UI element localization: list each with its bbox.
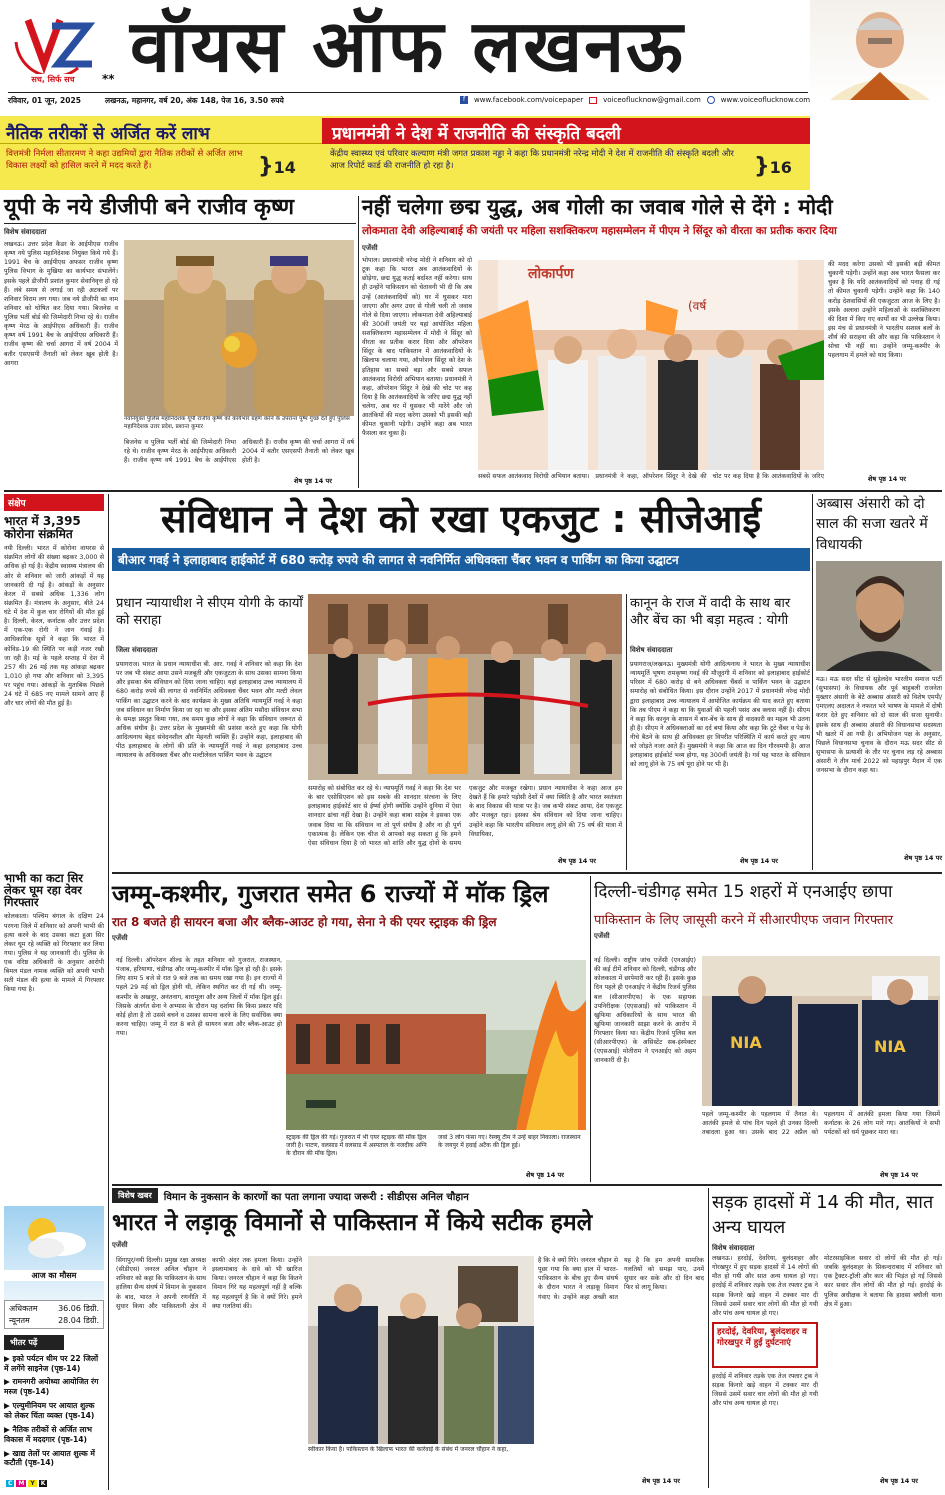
weather-readings: [4, 1300, 104, 1328]
iaf-tag: विशेष खबर: [112, 1188, 158, 1203]
modi-more[interactable]: शेष पृष्ठ 14 पर: [868, 475, 906, 483]
dgp-body-2: बिजनेस व पुलिस भर्ती बोर्ड की जिम्मेदारी निभा रहे थे। राजीव कृष्ण मेरठ के आईपीएस अधिकारी हैं। राजीव कृष्ण वर्ष 1991 बैच के आईपीएस अधिकारी हैं। राजीव कृष्ण की चर्चा आगरा में वर्ष 2004 में बतौर एसएसपी तैनाती को लेकर खूब होती है।: [124, 439, 354, 465]
cji-right-more[interactable]: शेष पृष्ठ 14 पर: [740, 857, 778, 865]
dgp-body: लखनऊ। उत्तर प्रदेश कैडर के आईपीएस राजीव कृष्ण नये पुलिस महानिदेशक नियुक्त किये गये हैं। 1991 बैच के आईपीएस अफसर राजीव कृष्ण पुलिस विभाग के मुखिया का कार्यभार संभालेंगे। इसके पहले डीजीपी प्रशांत कुमार सेवानिवृत्त हो रहे हैं। लंबे समय से लगाई जा रही अटकलों पर शनिवार विराम लग गया। जब नये डीजीपी का नाम शनिवार को घोषित कर दिया गया। बिजनेस व पुलिस भर्ती बोर्ड की जिम्मेदारी निभा रहे थे। राजीव कृष्ण मेरठ के आईपीएस अधिकारी हैं। राजीव कृष्ण वर्ष 1991 बैच के आईपीएस अधिकारी हैं। राजीव कृष्ण की चर्चा आगरा में वर्ष 2004 में बतौर एसएसपी तैनाती को लेकर खूब होती है। आगरा: [4, 241, 118, 367]
cji-photo: [308, 594, 622, 780]
modi-byline: एजेंसी: [362, 244, 378, 253]
modi-body-bottom: सबसे सफल आतंकवाद विरोधी अभियान बताया। प्रधानमंत्री ने कहा, ऑपरेशन सिंदूर ने देखे की चोट पर कह दिया है कि आतंकवादियों के जरिए: [478, 473, 824, 480]
cji-right-byline: विशेष संवाददाता: [630, 646, 673, 654]
nia-more[interactable]: शेष पृष्ठ 14 पर: [880, 1171, 918, 1179]
iaf-headline: भारत ने लड़ाकू विमानों से पाकिस्तान में किये सटीक हमले: [112, 1210, 593, 1236]
cmyk-c: C: [8, 1480, 13, 1487]
website-link[interactable]: www.voiceoflucknow.com: [720, 96, 811, 104]
politician-photo: [810, 0, 945, 100]
mockdrill-caption: स्ट्राइक की ड्रिल की गई। गुजरात में भी एयर स्ट्राइक की मॉक ड्रिल जारी है। पाटण, वलसाड में वलसाड में अस्पताल के नजदीक अग्नि के दौरान की मॉक ड्रिल।: [286, 1134, 427, 1158]
facebook-link[interactable]: www.facebook.com/voicepaper: [474, 96, 584, 104]
accident-story: [712, 1188, 942, 1488]
dgp-caption: नवनियुक्त पुलिस महानिदेशक यूपी राजीव कृष्ण को कार्यभार ग्रहण करने के उपरान्त पुष्प गुच्छ देते हुए पुलिस महानिदेशक उत्तर प्रदेश, प्रशान्त कुमार: [124, 416, 350, 430]
accident-body-2: हरदोई में शनिवार तड़के एक तेज रफ्तार ट्रक ने सड़क किनारे खड़े वाहन में टक्कर मार दी जिससे उसमें सवार चार लोगों की मौत हो गयी और पांच अन्य घायल हो गए।: [712, 1373, 818, 1408]
svg-text:लोकार्पण: लोकार्पण: [528, 266, 574, 282]
nia-photo: [702, 956, 940, 1106]
nia-story: [594, 876, 942, 1182]
abbas-photo: [816, 561, 942, 671]
teaser-left[interactable]: [0, 116, 322, 190]
mockdrill-story: [112, 876, 588, 1182]
teaser-left-text: वित्तमंत्री निर्मला सीतारमण ने कहा उद्यमियों द्वारा नैतिक तरीकों से अर्जित लाभ विकास लक्ष्यों को हासिल करने में मदद करते हैं।: [6, 149, 243, 172]
nia-vest-text: NIA: [730, 1033, 762, 1052]
inside-item[interactable]: ▶ इको पर्यटन थीम पर 22 जिलों में लगेंगे साइनेज (पृष्ठ-14): [4, 1353, 99, 1373]
abbas-story: [816, 494, 942, 870]
accident-body: लखनऊ। हरदोई, देवरिया, बुलंदशहर और गोरखपुर में हुए सड़क हादसों में 14 लोगों की मौत हो गयी और सात अन्य घायल हो गए। हरदोई में शनिवार तड़के एक तेज रफ्तार ट्रक ने सड़क किनारे खड़े वाहन में टक्कर मार दी जिससे उसमें सवार चार लोगों की मौत हो गयी और पांच अन्य घायल हो गए।: [712, 1255, 818, 1317]
teaser-left-headline: नैतिक तरीकों से अर्जित करें लाभ: [6, 124, 210, 144]
weather-min-label: न्यूनतम: [9, 1315, 30, 1325]
email-icon: [589, 97, 597, 104]
cmyk-strip: [6, 1480, 47, 1487]
facebook-icon: f: [460, 96, 468, 104]
nia-vest-text-2: NIA: [874, 1037, 906, 1056]
inside-item[interactable]: ▶ नैतिक तरीकों से अर्जित लाभ विकास में मददगार (पृष्ठ-14): [4, 1424, 92, 1444]
nia-subhead: पाकिस्तान के लिए जासूसी करने में सीआरपीएफ जवान गिरफ्तार: [594, 912, 894, 928]
modi-story: [362, 196, 942, 488]
globe-icon: [707, 96, 715, 104]
dgp-byline: विशेष संवाददाता: [4, 228, 47, 237]
iaf-story: [112, 1188, 706, 1488]
cji-subhead: बीआर गवई ने इलाहाबाद हाईकोर्ट में 680 करोड़ रुपये की लागत से नवनिर्मित अधिवक्ता चैंबर भवन व पार्किंग का किया उद्घाटन: [112, 548, 810, 571]
mockdrill-subhead: रात 8 बजते ही सायरन बजा और ब्लैक-आउट हो गया, सेना ने की एयर स्ट्राइक की ड्रिल: [112, 915, 497, 930]
logo: [8, 12, 98, 84]
accident-byline: विशेष संवाददाता: [712, 1244, 755, 1253]
modi-subhead: लोकमाता देवी अहिल्याबाई की जयंती पर महिला सशक्तिकरण महासम्मेलन में पीएम ने सिंदूर को वीरता का प्रतीक करार दिया: [362, 225, 837, 238]
cji-mid-body: समारोह को संबोधित कर रहे थे। न्यायमूर्ति गवई ने कहा कि देश भर के बार एसोसिएशन को इस सबके की शानदार संरचना के लिए इलाहाबाद हाईकोर्ट बार से ईर्ष्या होगी क्योंकि उन्होंने दुनिया में ऐसा शानदार ढांचा नहीं देखा है। उन्होंने कहा बाबा साहेब ने इसका एक जवाब दिया था कि संविधान ना तो पूर्ण संघीय है और ना ही पूर्ण एकात्मक है। लेकिन एक चीज से आपको कह सकता हूं कि हमने ऐसा संविधान दिया है जो भारत को शांति और युद्ध दोनों के समय एकजुट और मजबूत रखेगा। प्रधान न्यायाधीश ने कहा आज हम देखते हैं कि हमारे पड़ोसी देशों में क्या स्थिति है और भारत स्वतंत्रता के बाद विकास की यात्रा पर है। जब कभी संकट आया, देश एकजुट और मजबूत रहा। इसका श्रेय संविधान को दिया जाना चाहिए। उन्होंने कहा कि भारतीय संविधान लागू होने की 75 वर्ष की यात्रा में विधायिका,: [308, 785, 622, 847]
mockdrill-body: नई दिल्ली। ऑपरेशन शील्ड के तहत शनिवार को गुजरात, राजस्थान, पंजाब, हरियाणा, चंडीगढ़ और जम्मू-कश्मीर में मॉक ड्रिल हो रही है। इसके लिए शाम 5 बजे से रात 9 बजे तक का समय रखा गया है। इन राज्यों में पहले 29 मई को ड्रिल होनी थी, लेकिन स्थगित कर दी गई थी। जम्मू-कश्मीर के अखनूर, अनंतनाग, बारामूला और अन्य जिलों में मॉक ड्रिल हुई। जिसके अंतर्गत सेना ने अभ्यास के दौरान यह दर्शाया कि किस प्रकार यदि कोई होता है तो उससे बचने व उसका सामना करने के लिए सर्वाधिक क्या करना चाहिए। जम्मू में रात 8 बजे ही सायरन बजा और ब्लैक-आउट हो गया।: [116, 957, 282, 1037]
modi-headline: नहीं चलेगा छद्म युद्ध, अब गोली का जवाब गोले से देंगे : मोदी: [362, 195, 833, 219]
mockdrill-headline: जम्मू-कश्मीर, गुजरात समेत 6 राज्यों में मॉक ड्रिल: [112, 880, 549, 908]
teaser-right-text: केंद्रीय स्वास्थ्य एवं परिवार कल्याण मंत्री जगत प्रकाश नड्डा ने कहा कि प्रधानमंत्री नरेन्द्र मोदी ने देश में राजनीति की संस्कृति बदली और आज रिपोर्ट कार्ड की राजनीति हो रहा है।: [330, 149, 734, 172]
mockdrill-caption-2: जवां 3 लोग फंसा गए। रेस्क्यू टीम ने उन्हें बाहर निकाला। राजस्थान के जयपुर में हवाई अटैक की ड्रिल हुई।: [438, 1134, 581, 1150]
cji-mid-more[interactable]: शेष पृष्ठ 14 पर: [558, 857, 596, 865]
weather-max-value: 36.06 डिग्री.: [58, 1304, 99, 1314]
logo-mark-icon: [8, 12, 98, 74]
teaser-left-page: }14: [258, 154, 296, 179]
cji-left-byline: जिला संवाददाता: [116, 646, 158, 654]
teaser-right[interactable]: [322, 116, 810, 190]
cji-right-headline: कानून के राज में वादी के साथ बार और बेंच का भी बड़ा महत्व : योगी: [630, 596, 791, 628]
teaser-right-page: }16: [754, 154, 792, 179]
cmyk-m: M: [18, 1480, 25, 1487]
nia-body: नई दिल्ली। राष्ट्रीय जांच एजेंसी (एनआईए) की कई टीमें शनिवार को दिल्ली, चंडीगढ़ और कोलकाता में छापेमारी कर रही हैं। इसके कुछ दिन पहले ही एनआईए ने केंद्रीय रिजर्व पुलिस बल (सीआरपीएफ) के एक सहायक उपनिरीक्षक (एएसआई) को पाकिस्तान में खुफिया अधिकारियों के साथ भारत की खुफिया जानकारी साझा करने के आरोप में गिरफ्तार किया था। केंद्रीय रिजर्व पुलिस बल (सीआरपीएफ) के असिस्टेंट सब-इंस्पेक्टर (एएसआई) मोतीराम ने एनआईए को अहम जानकारी दी है।: [594, 957, 696, 1065]
masthead: [0, 0, 945, 116]
modi-body-right: की मदद करेगा उसको भी इसकी बड़ी कीमत चुकानी पड़ेगी। उन्होंने कहा अब भारत फैसला कर चुका है कि यदि आतंकवादियों को पनाह दी गई तो कीमत चुकानी पड़ेगी। उन्होंने कहा कि 140 करोड़ देशवासियों की एकजुटता आज के लिए है। इसके अलावा उन्होंने महिलाओं के सशक्तिकरण की दिशा में किए गए कार्यों का भी उल्लेख किया। इस मंच से प्रधानमंत्री ने भारतीय सशस्त्र बलों के शौर्य की सराहना की और कहा कि पाकिस्तान ने सोचा भी नहीं था। उन्होंने जम्मू-कश्मीर के पहलगाम में हमले को याद किया।: [828, 261, 940, 360]
brief-item2-headline: भाभी का कटा सिर लेकर घूम रहा देवर गिरफ्तार: [4, 871, 84, 910]
inside-item[interactable]: ▶ खाद्य तेलों पर आयात शुल्क में कटौती (पृष्ठ-14): [4, 1448, 95, 1468]
mockdrill-photo: [286, 960, 586, 1130]
cji-left-body: प्रयागराज। भारत के प्रधान न्यायाधीश बी. आर. गवई ने शनिवार को कहा कि देश पर जब भी संकट आया उसने मजबूती और एकजुटता के साथ उसका सामना किया और इसका श्रेय संविधान को दिया जाना चाहिए। यहां इलाहाबाद उच्च न्यायालय में 680 करोड़ रुपये की लागत से नवनिर्मित अधिवक्ता चैंबर भवन और मल्टी लेवल पार्किंग का उद्घाटन करने के बाद कार्यक्रम के मुख्य अतिथि न्यायमूर्ति गवई ने कहा जब संविधान का निर्माण किया जा रहा था और इसका अंतिम मसौदा संविधान सभा के समक्ष प्रस्तुत किया गया, तब समय कुछ लोगों ने कहा कि संविधान जरूरत से अधिक संघीय है। उत्तर प्रदेश के मुख्यमंत्री की प्रशंसा करते हुए कहा कि योगी आदित्यनाथ बेहद संवेदनशील और मेहनती व्यक्ति हैं। उन्होंने कहा, इलाहाबाद की पीठ इलाहाबाद के लोगों की प्रति के न्यायमूर्ति गवई ने कहा इलाहाबाद उच्च न्यायालय के अधिवक्ता चैंबर और मल्टीलेवल पार्किंग भवन के उद्घाटन: [116, 661, 302, 760]
modi-body: भोपाल। प्रधानमंत्री नरेन्द्र मोदी ने शनिवार को दो टूक कहा कि भारत अब आतंकवादियों के छोड़ेगा, छद्म युद्ध कतई बर्दाश्त नहीं करेगा। साथ ही उन्होंने पाकिस्तान को चेतावनी भी दी कि अब उन्हें (आतंकवादियों को) घर में घुसकर मारा जाएगा और अगर उधर से गोली चली तो जवाब गोले से दिया जाएगा। लोकमाता देवी अहिल्याबाई की 300वीं जयंती पर यहां आयोजित महिला सशक्तिकरण महासम्मेलन में मोदी ने सिंदूर को वीरता का प्रतीक करार दिया और ऑपरेशन सिंदूर के बाद पाकिस्तान में आतंकवादियों के खिलाफ चलाया गया, ऑपरेशन सिंदूर को देश के इतिहास का सबसे बड़ा और सबसे सफल आतंकवाद विरोधी अभियान बताया। प्रधानमंत्री ने कहा, ऑपरेशन सिंदूर ने देखे की चोट पर कह दिया है कि आतंकवादियों के जरिए छद्म युद्ध नहीं चलेगा, अब घर में घुसकर भी मारेंगे और जो आतंकियों की मदद करेगा उसको भी इसकी बड़ी कीमत चुकानी पड़ेगी। उन्होंने कहा अब भारत फैसला कर चुका है।: [362, 257, 472, 438]
inside-label: भीतर पढ़ें: [4, 1335, 64, 1350]
iaf-byline: एजेंसी: [112, 1241, 128, 1250]
nia-headline: दिल्ली-चंडीगढ़ समेत 15 शहरों में एनआईए छापा: [594, 882, 893, 902]
cmyk-k: K: [40, 1480, 46, 1487]
accident-callout: [712, 1322, 818, 1368]
cji-left-headline: प्रधान न्यायाधीश ने सीएम योगी के कार्यों को सराहा: [116, 596, 303, 628]
masthead-stars: **: [102, 72, 115, 86]
mockdrill-more[interactable]: शेष पृष्ठ 14 पर: [526, 1171, 564, 1179]
inside-list: [4, 1354, 104, 1469]
cmyk-y: Y: [30, 1480, 35, 1487]
iaf-kicker: विमान के नुकसान के कारणों का पता लगाना ज्यादा जरूरी : सीडीएस अनिल चौहान: [163, 1191, 469, 1203]
dgp-story: [4, 196, 356, 488]
brief-label: संक्षेप: [4, 494, 104, 511]
accident-body-3: मोटरसाइकिल सवार दो लोगों की मौत हो गई। जबकि बुलंदशहर के सिकन्दराबाद में शनिवार को एक ट्रैक्टर-ट्रॉली और कार की भिड़ंत हो गई जिससे कार सवार तीन लोगों की मौत हो गई। हरदोई के पुलिस अधीक्षक ने बताया कि हादसा बघौली थाना क्षेत्र में हुआ।: [824, 1255, 942, 1308]
cji-headline: संविधान ने देश को रखा एकजुट : सीजेआई: [160, 497, 762, 541]
dgp-headline: यूपी के नये डीजीपी बने राजीव कृष्ण: [4, 195, 295, 220]
cji-right-body: प्रयागराज/लखनऊ। मुख्यमंत्री योगी आदित्यनाथ ने भारत के मुख्य न्यायाधीश न्यायमूर्ति भूषण रामकृष्ण गवई की मौजूदगी में शनिवार को इलाहाबाद हाईकोर्ट परिसर में 680 करोड़ से बने अधिवक्ता चैंबर्स व पार्किंग भवन के उद्घाटन समारोह को संबोधित किया। इस दौरान उन्होंने 2017 में प्रधानमंत्री नरेन्द्र मोदी द्वारा इलाहाबाद उच्च न्यायालय में आयोजित कार्यक्रम की याद करते हुए बताया कि तब पीएम ने कहा था कि युवाओं की पहली पसंद अब क्लास नहीं है। सीएम ने कहा कि कानून के शासन में बार-बेंच के साथ ही वादकारी का महत्व भी उतना ही है। सीएम ने अधिवक्ताओं का दर्द बयां किया और कहा कि टूटे चैंबर व पेड़ के नीचे बैठने के साथ ही अधिवक्ता हर विपरीत परिस्थिति में कार्य करते हुए न्याय को जोड़ते नजर आते हैं। मुख्यमंत्री ने कहा कि आज का दिन गौरवमयी है। आज इलाहाबाद हाईकोर्ट भव्य होगा, यह 300वीं जयंती है। गर्व यह भारत के संविधान को लागू होने के 75 वर्ष पूरा होने पर भी है।: [630, 661, 810, 769]
brief-column: [4, 494, 104, 1490]
brief-item1-body: नयी दिल्ली। भारत में कोरोना वायरस से संक्रमित लोगों की संख्या बढ़कर 3,000 से अधिक हो गई है। केंद्रीय स्वास्थ्य मंत्रालय की ओर से शनिवार को जारी आंकड़ों में यह जानकारी दी गई है। आंकड़ों के अनुसार केरल में सबसे अधिक 1,336 लोग संक्रमित हैं। मंत्रालय के अनुसार, बीते 24 घंटे में देश में कुल चार रोगियों की मौत हुई है। दिल्ली, केरल, कर्नाटक और उत्तर प्रदेश में एक-एक रोगी ने जान गंवाई है। आधिकारिक सूत्रों ने कहा कि भारत में कोविड-19 की स्थिति पर कड़ी नजर रखी जा रही है। मई के पहले सप्ताह में देश में 257 थी। 26 मई तक यह आंकड़ा बढ़कर 1,010 हो गया और शनिवार को 3,395 पर पहुंच गया। आंकड़ों के मुताबिक पिछले 24 घंटे में 685 नए मामले सामने आए हैं और चार लोगों की मौत हुई है।: [4, 545, 104, 708]
svg-text:(वर्ष: (वर्ष: [688, 299, 707, 313]
abbas-headline: अब्बास अंसारी को दो साल की सजा खतरे में विधायकी: [816, 496, 928, 553]
iaf-caption: स्वीकार किया है। पाकिस्तान के खिलाफ भारत की कार्रवाई के संबंध में जनरल चौहान ने कहा,: [308, 1446, 509, 1453]
masthead-title: वॉयस ऑफ लखनऊ: [130, 4, 685, 88]
issue-date: रविवार, 01 जून, 2025: [8, 96, 81, 105]
nia-byline: एजेंसी: [594, 931, 610, 940]
teaser-right-headline: प्रधानमंत्री ने देश में राजनीति की संस्कृति बदली: [332, 124, 621, 144]
cji-story: [112, 494, 810, 870]
modi-photo: [478, 260, 824, 470]
abbas-body: मऊ। मऊ सदर सीट से सुहेलदेव भारतीय समाज पार्टी (सुभासपा) के विधायक और पूर्व बाहुबली राजनेता मुख्तार अंसारी के बेटे अब्बास अंसारी को विशेष एमपी/एमएलए अदालत ने नफरत भरे भाषण के मामले में दोषी करार देते हुए शनिवार को दो साल की सजा सुनायी। इसके साथ ही अब्बास अंसारी की विधानसभा सदस्यता भी खतरे में आ गयी है। अभियोजन पक्ष के अनुसार, पिछले विधानसभा चुनाव के दौरान मऊ सदर सीट से सुभासपा के प्रत्याशी के तौर पर चुनाव लड़ रहे अब्बास अंसारी ने तीन मार्च 2022 को पहाड़पुर मैदान में एक जनसभा के दौरान कहा था।: [816, 675, 942, 775]
email-link[interactable]: voiceoflucknow@gmail.com: [603, 96, 701, 104]
inside-item[interactable]: ▶ एल्युमीनियम पर आयात शुल्क को लेकर चिंता व्यक्त (पृष्ठ-14): [4, 1401, 95, 1421]
iaf-photo: [308, 1256, 534, 1444]
weather-min-value: 28.04 डिग्री.: [58, 1315, 99, 1325]
weather-title: आज का मौसम: [4, 1270, 104, 1281]
issue-edition: लखनऊ, महानगर, वर्ष 20, अंक 148, पेज 16, 3.50 रुपये: [105, 96, 284, 105]
brief-item2-body: कोलकाता। पश्चिम बंगाल के दक्षिण 24 परगना जिले में शनिवार को अपनी भाभी की हत्या करने के बाद उसका कटा हुआ सिर लेकर घूम रहे व्यक्ति को गिरफ्तार कर लिया गया। पुलिस ने यह जानकारी दी। पुलिस के एक वरिष्ठ अधिकारी के अनुसार आरोपी बिमल मंडल नामक व्यक्ति को अपनी भाभी सती मंडल की हत्या के मामले में गिरफ्तार किया गया है।: [4, 913, 104, 994]
accident-more[interactable]: शेष पृष्ठ 14 पर: [880, 1477, 918, 1485]
dgp-photo: [124, 240, 354, 416]
iaf-more[interactable]: शेष पृष्ठ 14 पर: [642, 1477, 680, 1485]
brief-item1-headline: भारत में 3,395 कोरोना संक्रमित: [4, 514, 81, 541]
contact-bar: [460, 96, 810, 104]
weather-max-label: अधिकतम: [9, 1304, 38, 1314]
accident-callout-text: हरदोई, देवरिया, बुलंदशहर व गोरखपुर में हुईं दुर्घटनाएं: [717, 1327, 807, 1349]
logo-tagline: सच, सिर्फ सच: [31, 75, 75, 84]
mockdrill-byline: एजेंसी: [112, 934, 128, 943]
inside-item[interactable]: ▶ रामनगरी अयोध्या आयोजित रंग मस्ज (पृष्ठ-14): [4, 1377, 99, 1397]
accident-headline: सड़क हादसों में 14 की मौत, सात अन्य घायल: [712, 1192, 934, 1239]
masthead-side-strip: [810, 100, 945, 190]
nia-body-2: पहले जम्मू-कश्मीर के पहलगाम में तैनात थे। आतंकी हमले से पांच दिन पहले ही उनका दिल्ली तबादला हुआ था। उसके बाद 22 अप्रैल को पहलगाम में आतंकी हमला किया गया जिसमें कर्नाटक के 26 लोग मारे गए। आतंकियों ने सभी पर्यटकों को धर्म पूछकर मारा था।: [702, 1111, 940, 1137]
weather-sun-cloud-icon: [4, 1206, 104, 1270]
iaf-body: सिंगापुर/नयी दिल्ली। प्रमुख रक्षा अध्यक्ष (सीडीएस) जनरल अनिल चौहान ने शनिवार को कहा कि पाकिस्तान के साथ हालिया सैन्य संघर्ष में विमान के नुकसान के बाद, भारत ने अपनी रणनीति में सुधार किया और पाकिस्तानी क्षेत्र में काफी अंदर तक हमला किया। उन्होंने इस्लामाबाद के दावे को भी खारिज किया। जनरल चौहान ने कहा कि कितने विमान गिरे यह महत्वपूर्ण नहीं है बल्कि यह महत्वपूर्ण है कि वे क्यों गिरे। हमने क्या गलतियां कीं।: [116, 1257, 302, 1310]
weather-widget: [4, 1206, 104, 1300]
iaf-body-2: है कि वे क्यों गिरे। जनरल चौहान से पूछा गया कि क्या हाल में भारत-पाकिस्तान के बीच हुए सैन्य संघर्ष के दौरान भारत ने लड़ाकू विमान गंवाए थे। उन्होंने कहा अच्छी बात यह है कि हम अपनी सामरिक गलतियों को समझ पाए, उनमें सुधार कर सके और दो दिन बाद फिर से लागू किया।: [538, 1257, 704, 1301]
dgp-more[interactable]: शेष पृष्ठ 14 पर: [294, 477, 332, 485]
abbas-more[interactable]: शेष पृष्ठ 14 पर: [904, 853, 942, 862]
